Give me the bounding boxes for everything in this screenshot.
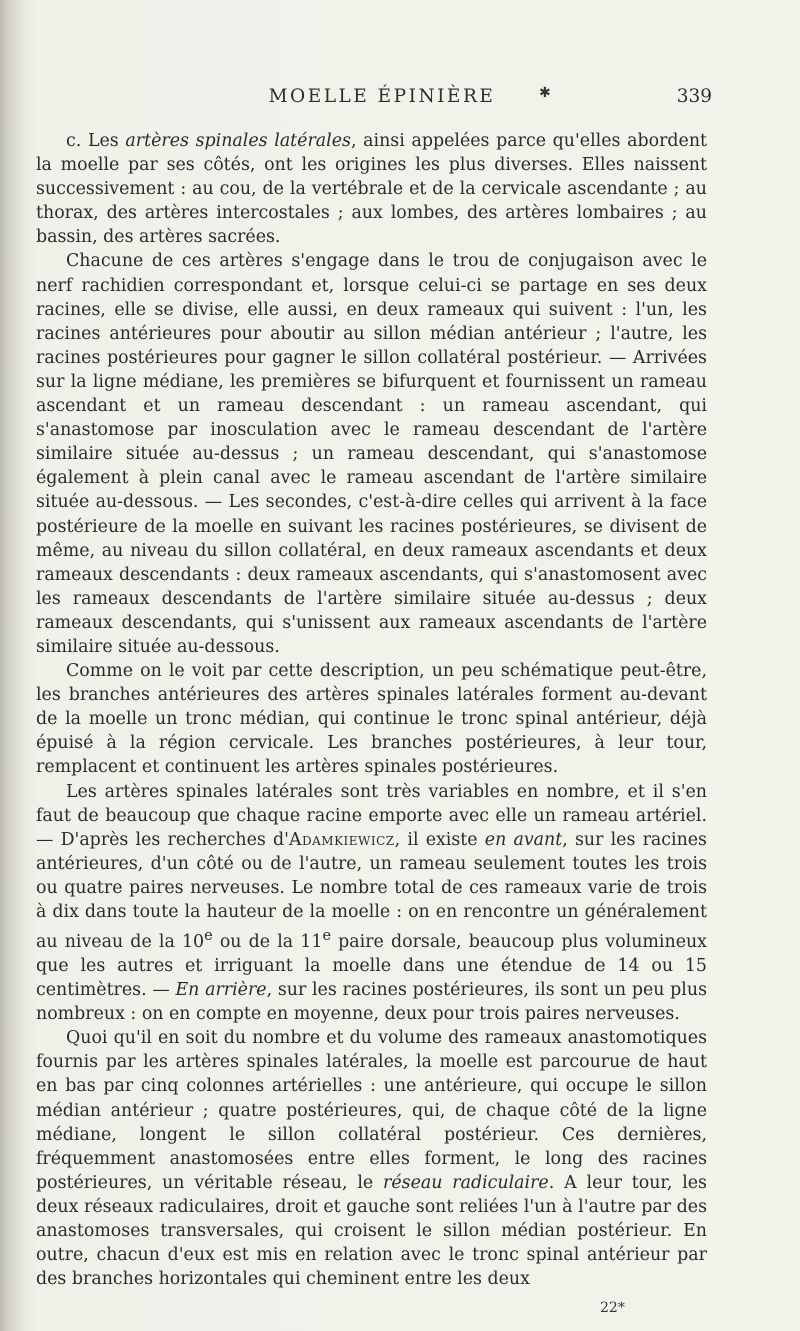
paragraph-variability (36, 780, 707, 1027)
body-text (36, 129, 707, 1291)
paragraph-text: Comme on le voit par cette description, un peu schématique peut-être, les branches antérieures des artères spinales latérales forment au-devant de la moelle un tronc médian, qui continue le tronc spinal antérieur, déjà épuisé à la région cervicale. Les branches postérieures, à leur tour, remplacent et continuent les artères spinales postérieures. (36, 661, 707, 778)
paragraph-text: , sur les racines antérieures, d'un côté ou de l'autre, un rameau seulement toutes les trois ou quatre paires nerveuses. Le nombre total de ces rameaux varie de trois à dix dans toute la hauteur de la moelle : on en rencontre un généralement au niveau de la 10 (36, 829, 707, 952)
author-name: Adamkiewicz (288, 829, 395, 850)
page-header (0, 86, 800, 116)
paragraph-text: ou de la 11 (212, 931, 323, 952)
italic-term: réseau radiculaire (383, 1172, 549, 1193)
paragraph-course (36, 249, 707, 659)
paragraph-text: , sur les racines postérieures, ils sont un peu plus nombreux : on en compte en moyenne, deux pour trois paires nerveuses. (36, 980, 707, 1025)
ordinal-superscript: e (204, 928, 213, 945)
binding-gutter-shadow (0, 0, 26, 1331)
paragraph-arterial-columns (36, 1026, 707, 1291)
paragraph-lateral-arteries-intro (36, 129, 707, 249)
italic-term: artères spinales latérales (125, 131, 351, 151)
running-title: MOELLE ÉPINIÈRE (268, 86, 496, 107)
page-number: 339 (676, 86, 712, 107)
paragraph-text: Chacune de ces artères s'engage dans le trou de conjugaison avec le nerf rachidien correspondant et, lorsque celui-ci se partage en ses deux racines, elle se divise, elle aussi, en deux rameaux qui suivent : l'un, les racines antérieures pour aboutir au sillon médian antérieur ; l'autre, les racines postérieures pour gagner le sillon collatéral postérieur. — Arrivées sur la ligne médiane, les premières se bifurquent et fournissent un rameau ascendant et un rameau descendant : un rameau ascendant, qui s'anastomose par inosculation avec le rameau descendant de l'artère similaire située au-dessus ; un rameau descendant, qui s'anastomose également à plein canal avec le rameau ascendant de l'artère similaire située au-dessous. — Les secondes, c'est-à-dire celles qui arrivent à la face postérieure de la moelle en suivant les racines postérieures, se divisent de même, au niveau du sillon collatéral, en deux rameaux ascendants et deux rameaux descendants : deux rameaux ascendants, qui s'anastomosent avec les rameaux descendants de l'artère similaire située au-dessus ; deux rameaux descendants, qui s'unissent aux rameaux ascendants de l'artère similaire située au-dessous. (36, 251, 707, 657)
ordinal-superscript: e (322, 928, 332, 945)
paragraph-text: Quoi qu'il en soit du nombre et du volume des rameaux anastomotiques fournis par les artères spinales latérales, la moelle est parcourue de haut en bas par cinq colonnes artérielles : une antérieure, qui occupe le sillon médian antérieur ; quatre postérieures, qui, de chaque côté de la ligne médiane, longent le sillon collatéral postérieur. Ces dernières, fréquemment anastomosées entre elles forment, le long des racines postérieures, un véritable réseau, le (36, 1028, 707, 1193)
paragraph-text: , il existe (394, 829, 485, 850)
paragraph-text: . A leur tour, les deux réseaux radiculaires, droit et gauche sont reliées l'un à l'autre par des anastomoses transversales, qui croisent le sillon médian postérieur. En outre, chacun d'eux est mis en relation avec le tronc spinal antérieur par des branches horizontales qui cheminent entre les deux (36, 1172, 707, 1290)
italic-term: En arrière (175, 980, 267, 1001)
ornament-icon: ✱ (539, 85, 551, 101)
paragraph-description (36, 659, 707, 779)
paragraph-text: paire dorsale, beaucoup plus volumineux que les autres et irriguant la moelle dans une étendue de 14 ou 15 centimètres. — (36, 931, 707, 1001)
italic-term: en avant (484, 829, 563, 850)
paragraph-text: c. Les (66, 131, 126, 151)
signature-mark: 22* (600, 1300, 625, 1316)
paragraph-text: , ainsi appelées parce qu'elles abordent la moelle par ses côtés, ont les origines les plus diverses. Elles naissent successivement : au cou, de la vertébrale et de la cervicale ascendante ; au thorax, des artères intercostales ; aux lombes, des artères lombaires ; au bassin, des artères sacrées. (36, 131, 708, 248)
paragraph-text: Les artères spinales latérales sont très variables en nombre, et il s'en faut de beaucoup que chaque racine emporte avec elle un rameau artériel. — D'après les recherches d' (36, 781, 707, 850)
